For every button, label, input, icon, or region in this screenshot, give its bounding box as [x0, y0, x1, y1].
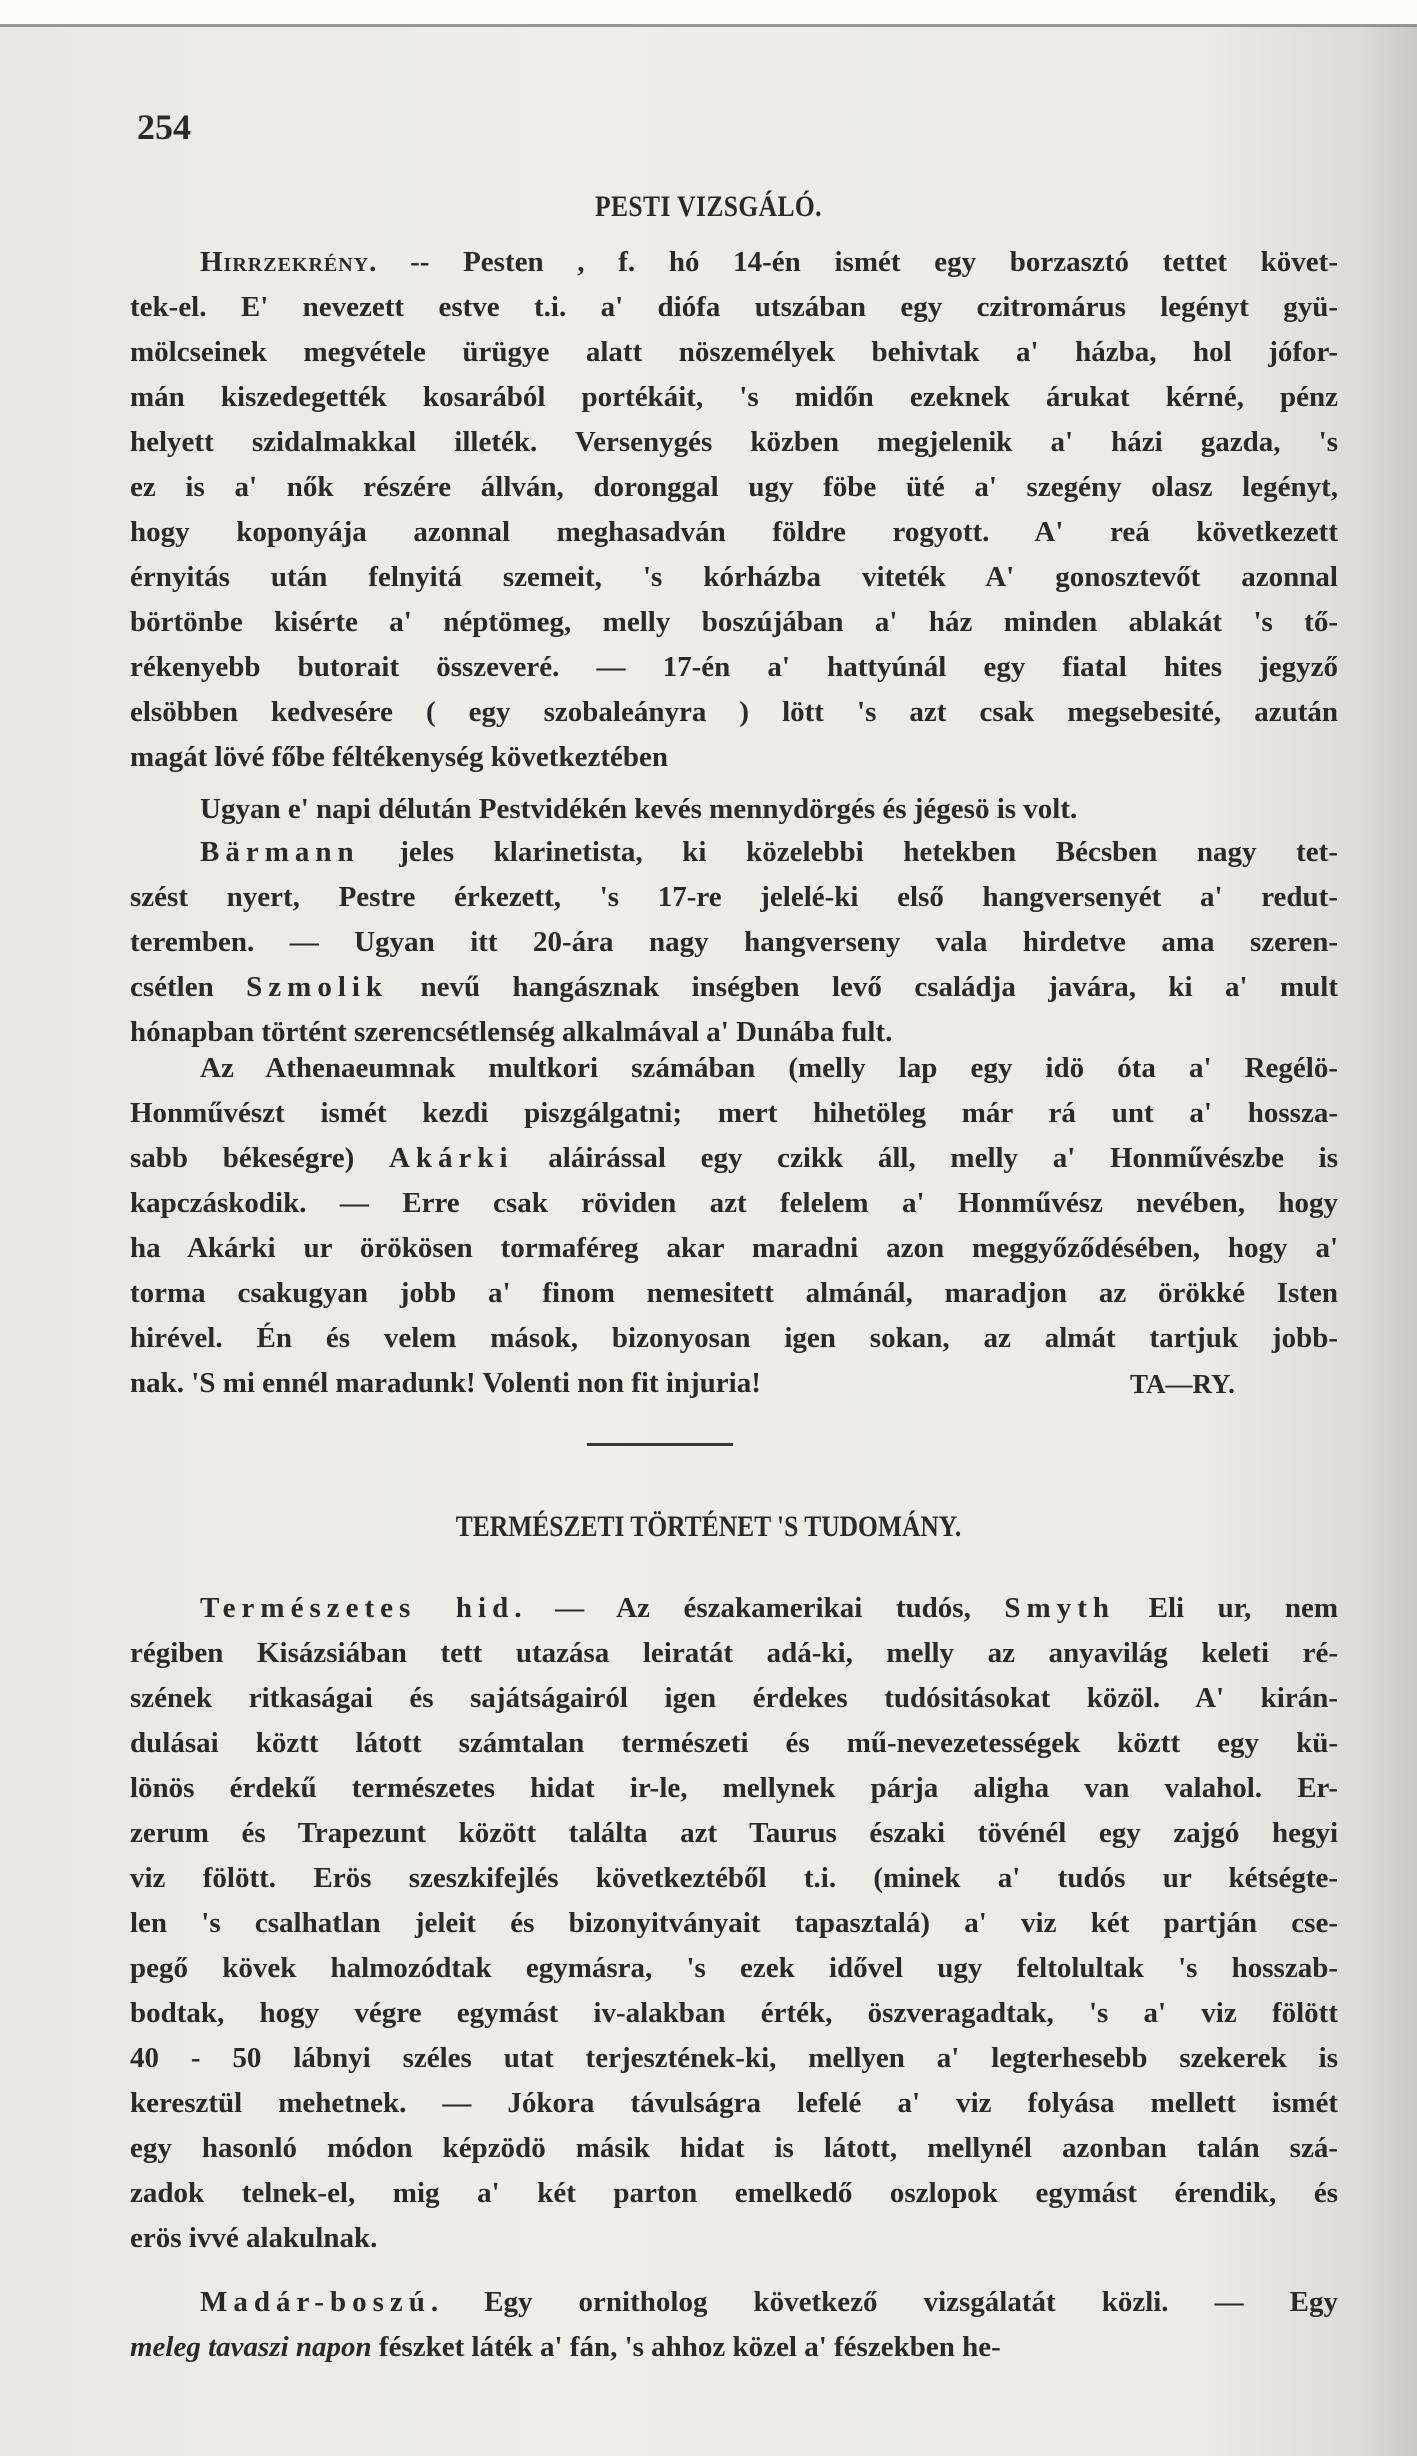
text-run: jeles klarinetista, ki közelebbi hetekben Bécsben nagy tet- — [359, 836, 1338, 868]
spaced-emphasis: Akárki — [388, 1142, 514, 1174]
text-run: pegő kövek halmozódtak egymásra, 's ezek idővel ugy feltolultak 's hosszab- — [130, 1952, 1338, 1984]
text-line — [130, 1811, 1338, 1856]
text-run: hirével. Én és velem mások, bizonyosan igen sokan, az almát tartjuk jobb- — [130, 1322, 1338, 1354]
text-line — [130, 787, 1338, 832]
text-line — [130, 965, 1338, 1010]
text-line — [130, 1271, 1338, 1316]
text-line — [130, 1046, 1338, 1091]
text-run: torma csakugyan jobb a' finom nemesitett almánál, maradjon az örökké Isten — [130, 1277, 1338, 1309]
text-run: tek-el. E' nevezett estve t.i. a' diófa utszában egy czitromárus legényt gyü- — [130, 291, 1338, 323]
paragraph-madar-boszu — [130, 2280, 1338, 2370]
text-line — [130, 920, 1338, 965]
text-run: hónapban történt szerencsétlenség alkalmával a' Dunába fult. — [130, 1016, 893, 1048]
text-line — [130, 1091, 1338, 1136]
text-run: bodtak, hogy végre egymást iv-alakban érték, öszveragadtak, 's a' viz fölött — [130, 1997, 1338, 2029]
section-title-termeszeti: TERMÉSZETI TÖRTÉNET 'S TUDOMÁNY. — [455, 1510, 962, 1543]
text-line — [130, 510, 1338, 555]
text-line — [130, 600, 1338, 645]
paragraph-athenaeum — [130, 1046, 1338, 1406]
text-run: len 's csalhatlan jeleit és bizonyitványait tapasztalá) a' viz két partján cse- — [130, 1907, 1338, 1939]
text-line — [130, 2325, 1338, 2370]
text-line — [130, 1991, 1338, 2036]
spaced-emphasis: Szmolik — [246, 971, 389, 1003]
text-run: börtönbe kisérte a' néptömeg, melly boszújában a' ház minden ablakát 's tő- — [130, 606, 1338, 638]
text-line — [130, 1136, 1338, 1181]
text-run: hogy koponyája azonnal meghasadván földre rogyott. A' reá következett — [130, 516, 1338, 548]
italic-text: meleg tavaszi napon — [130, 2331, 372, 2363]
text-line — [130, 330, 1338, 375]
text-line — [130, 2126, 1338, 2171]
text-run: régiben Kisázsiában tett utazása leiratát adá-ki, melly az anyavilág keleti ré- — [130, 1637, 1338, 1669]
text-line — [130, 2036, 1338, 2081]
text-line — [130, 1721, 1338, 1766]
text-line — [130, 1586, 1338, 1631]
text-run: Eli ur, nem — [1115, 1592, 1338, 1624]
text-run: zerum és Trapezunt között találta azt Taurus északi tövénél egy zajgó hegyi — [130, 1817, 1338, 1849]
text-run: Ugyan e' napi délután Pestvidékén kevés mennydörgés és jégesö is volt. — [200, 793, 1078, 825]
text-line — [130, 690, 1338, 735]
text-run: sabb békeségre) — [130, 1142, 389, 1174]
text-line — [130, 1946, 1338, 1991]
text-line — [130, 1856, 1338, 1901]
text-line — [130, 2081, 1338, 2126]
text-run: Az Athenaeumnak multkori számában (melly lap egy idö óta a' Regélö- — [200, 1052, 1338, 1084]
smallcaps-heading-word: Hirrzekrény — [200, 246, 370, 278]
text-line — [130, 1766, 1338, 1811]
text-line — [130, 555, 1338, 600]
spaced-emphasis: Smyth — [1004, 1592, 1115, 1624]
text-run: viz fölött. Erös szeszkifejlés következtéből t.i. (minek a' tudós ur kétségte- — [130, 1862, 1338, 1894]
text-run: . Egy ornitholog következő vizsgálatát közli. — Egy — [430, 2286, 1338, 2318]
text-run: ez is a' nők részére állván, doronggal ugy föbe üté a' szegény olasz legényt, — [130, 471, 1338, 503]
text-line — [130, 465, 1338, 510]
signature: TA—RY. — [1130, 1369, 1235, 1399]
text-run: fészket láték a' fán, 's ahhoz közel a' fészekben he- — [371, 2331, 1001, 2363]
text-line — [130, 1226, 1338, 1271]
text-run: helyett szidalmakkal illeték. Versenygés közben megjelenik a' házi gazda, 's — [130, 426, 1338, 458]
scan-top-margin — [0, 0, 1417, 26]
text-line — [130, 1316, 1338, 1361]
paragraph-ugyan — [130, 787, 1338, 832]
text-line — [130, 830, 1338, 875]
text-run: . — Az északamerikai tudós, — [514, 1592, 1005, 1624]
text-run: lönös érdekű természetes hidat ir-le, mellynek párja aligha van valahol. Er- — [130, 1772, 1338, 1804]
text-run: szést nyert, Pestre érkezett, 's 17-re jelelé-ki első hangversenyét a' redut- — [130, 881, 1338, 913]
text-run: 40 - 50 lábnyi széles utat terjesztének-ki, mellyen a' legterhesebb szekerek is — [130, 2042, 1338, 2074]
text-line — [130, 735, 1338, 780]
text-run: Honművészt ismét kezdi piszgálgatni; mert hihetöleg már rá unt a' hossza- — [130, 1097, 1338, 1129]
paragraph-hirrzekreny — [130, 240, 1338, 780]
text-run: elsöbben kedvesére ( egy szobaleányra ) lött 's azt csak megsebesité, azután — [130, 696, 1338, 728]
text-line — [130, 1901, 1338, 1946]
text-line — [130, 420, 1338, 465]
text-run: aláirással egy czikk áll, melly a' Honművészbe is — [513, 1142, 1339, 1174]
text-run: rékenyebb butorait összeveré. — 17-én a' hattyúnál egy fiatal hites jegyző — [130, 651, 1338, 683]
spaced-emphasis: Bärmann — [200, 836, 360, 868]
text-line — [130, 645, 1338, 690]
text-run: nak. 'S mi ennél maradunk! Volenti non fit injuria! — [130, 1367, 761, 1399]
page-number: 254 — [137, 107, 191, 147]
text-line — [130, 1676, 1338, 1721]
text-run: szének ritkaságai és sajátságairól igen érdekes tudósitásokat közöl. A' kirán- — [130, 1682, 1338, 1714]
text-run: érnyitás után felnyitá szemeit, 's kórházba viteték A' gonosztevőt azonnal — [130, 561, 1338, 593]
text-line — [130, 375, 1338, 420]
text-run: dulásai köztt látott számtalan természeti és mű-nevezetességek köztt egy kü- — [130, 1727, 1338, 1759]
paragraph-barmann — [130, 830, 1338, 1055]
text-run: nevű hangásznak inségben levő családja javára, ki a' mult — [388, 971, 1338, 1003]
paragraph-termeszetes-hid — [130, 1586, 1338, 2261]
text-line — [130, 2171, 1338, 2216]
page-top-edge — [0, 24, 1417, 27]
section-title-pesti-vizsgalo: PESTI VIZSGÁLÓ. — [594, 190, 822, 223]
text-line — [130, 240, 1338, 285]
text-run: zadok telnek-el, mig a' két parton emelkedő oszlopok egymást érendik, és — [130, 2177, 1338, 2209]
spaced-emphasis: Madár-boszú — [200, 2286, 431, 2318]
text-run: mán kiszedegették kosarából portékáit, 's midőn ezeknek árukat kérné, pénz — [130, 381, 1338, 413]
text-run: egy hasonló módon képzödö másik hidat is látott, mellynél azonban talán szá- — [130, 2132, 1338, 2164]
text-run: ha Akárki ur örökösen tormaféreg akar maradni azon meggyőződésében, hogy a' — [130, 1232, 1338, 1264]
text-line — [130, 1631, 1338, 1676]
text-run: . -- Pesten , f. hó 14-én ismét egy borzasztó tettet követ- — [369, 246, 1338, 278]
text-run: keresztül mehetnek. — Jókora távulságra lefelé a' viz folyása mellett ismét — [130, 2087, 1338, 2119]
text-run: kapczáskodik. — Erre csak röviden azt felelem a' Honművész nevében, hogy — [130, 1187, 1338, 1219]
spaced-emphasis: Természetes hid — [200, 1592, 515, 1624]
text-run: csétlen — [130, 971, 247, 1003]
text-line — [130, 2280, 1338, 2325]
text-run: teremben. — Ugyan itt 20-ára nagy hangverseny vala hirdetve ama szeren- — [130, 926, 1338, 958]
text-line — [130, 875, 1338, 920]
text-line — [130, 1181, 1338, 1226]
section-divider-rule — [587, 1443, 733, 1446]
text-line — [130, 285, 1338, 330]
text-run: mölcseinek megvétele ürügye alatt nöszemélyek behivtak a' házba, hol jófor- — [130, 336, 1338, 368]
text-run: magát lövé főbe féltékenység következtében — [130, 741, 668, 773]
text-line — [130, 2216, 1338, 2261]
text-run: erös ivvé alakulnak. — [130, 2222, 378, 2254]
